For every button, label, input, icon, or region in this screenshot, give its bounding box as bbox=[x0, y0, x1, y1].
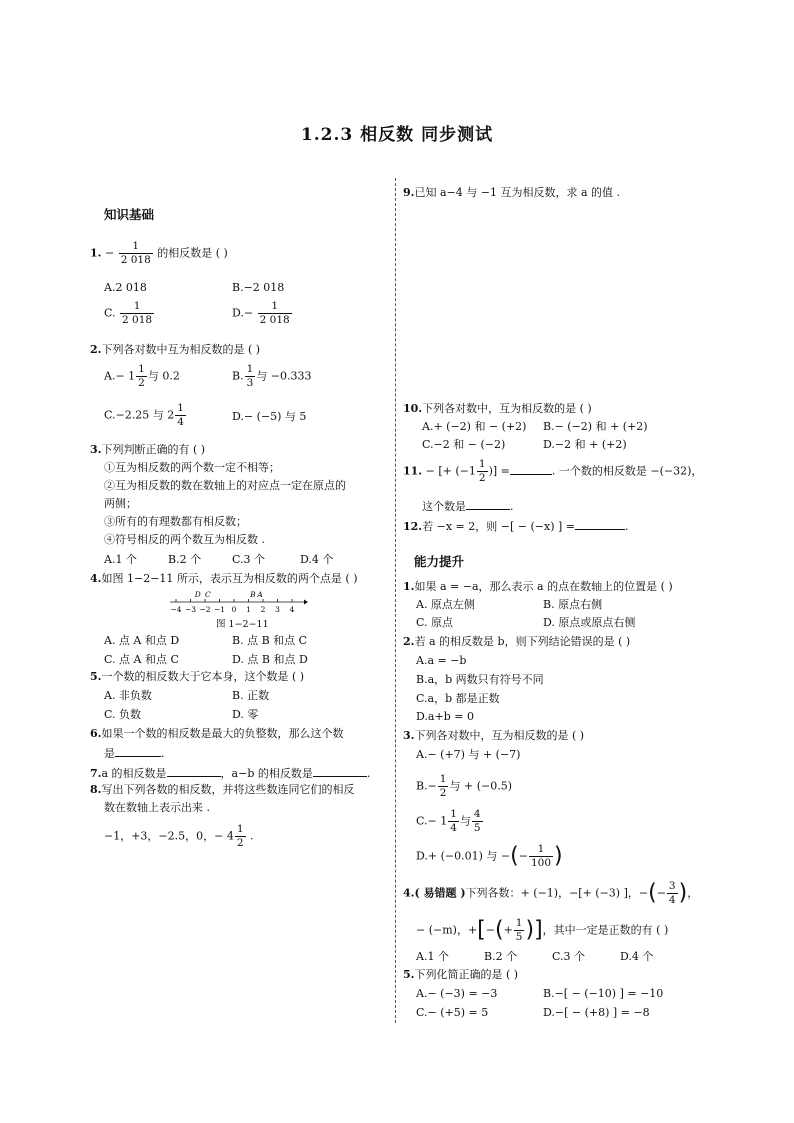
number-line-tick-label: −1 bbox=[213, 605, 226, 614]
q3-statement-2a: ②互为相反数的数在数轴上的对应点一定在原点的 bbox=[104, 479, 346, 492]
q3-statement-3: ③所有的有理数都有相反数； bbox=[104, 515, 247, 528]
p1-option-d[interactable]: D. 原点或原点右侧 bbox=[543, 616, 636, 629]
q2-option-a[interactable]: A.− 1 $\frac{1}{2}$ 与 0.2 bbox=[104, 363, 180, 389]
question-4: 4.如图 1−2−11 所示，表示互为相反数的两个点是 ( ) bbox=[90, 572, 358, 585]
column-divider bbox=[395, 178, 396, 1023]
answer-blank[interactable] bbox=[510, 463, 552, 475]
question-1: 1. − $\frac{1}{2 018}$ 的相反数是 ( ) bbox=[90, 240, 228, 266]
q2-option-c[interactable]: C.−2.25 与 2 $\frac{1}{4}$ bbox=[104, 402, 184, 428]
q3-option-a[interactable]: A.1 个 bbox=[104, 553, 137, 566]
q1-option-d[interactable]: D.− $\frac{1}{2 018}$ bbox=[232, 300, 290, 326]
question-5: 5.一个数的相反数大于它本身，这个数是 ( ) bbox=[90, 670, 305, 683]
p5-option-b[interactable]: B.−[ − (−10) ] = −10 bbox=[543, 987, 664, 1000]
q1-option-b[interactable]: B.−2 018 bbox=[232, 281, 285, 294]
number-line-tick-label: 0 bbox=[231, 605, 237, 614]
number-line-point-label: D bbox=[194, 590, 201, 599]
p3-option-d[interactable]: D.+ (−0.01) 与 −(− $\frac{1}{100}$ ) bbox=[416, 843, 563, 869]
answer-blank[interactable] bbox=[313, 765, 367, 777]
q10-option-a[interactable]: A.+ (−2) 和 − (+2) bbox=[422, 420, 527, 433]
adv-question-4: 4.( 易错题 )下列各数：+ (−1)，−[+ (−3) ]，−(− $\frac{3}{4}$ )， bbox=[403, 880, 699, 906]
question-7: 7.a 的相反数是 ，a−b 的相反数是 . bbox=[90, 767, 371, 780]
q4-option-c[interactable]: C. 点 A 和点 C bbox=[104, 653, 179, 666]
section-heading-advanced: 能力提升 bbox=[414, 554, 465, 569]
q10-option-c[interactable]: C.−2 和 − (−2) bbox=[422, 438, 506, 451]
q3-option-d[interactable]: D.4 个 bbox=[300, 553, 334, 566]
question-2: 2.下列各对数中互为相反数的是 ( ) bbox=[90, 343, 261, 356]
adv-question-4-line-2: − (−m)，+[−(+ $\frac{1}{5}$ )]，其中一定是正数的有 ( ) bbox=[416, 917, 669, 943]
section-heading-basics: 知识基础 bbox=[104, 207, 155, 222]
q2-option-b[interactable]: B. $\frac{1}{3}$ 与 −0.333 bbox=[232, 363, 312, 389]
q5-option-b[interactable]: B. 正数 bbox=[232, 689, 270, 702]
question-6: 6.如果一个数的相反数是最大的负整数，那么这个数 bbox=[90, 727, 344, 740]
q5-option-d[interactable]: D. 零 bbox=[232, 708, 259, 721]
number-line-tick-label: 3 bbox=[275, 605, 280, 614]
adv-question-3: 3.下列各对数中，互为相反数的是 ( ) bbox=[403, 729, 585, 742]
question-10: 10.下列各对数中，互为相反数的是 ( ) bbox=[403, 402, 592, 415]
number-line-arrow bbox=[304, 600, 308, 605]
q1-option-c[interactable]: C. $\frac{1}{2 018}$ bbox=[104, 300, 153, 326]
answer-blank[interactable] bbox=[575, 518, 625, 530]
p1-option-c[interactable]: C. 原点 bbox=[416, 616, 454, 629]
question-6-line-2: 是 . bbox=[104, 747, 165, 760]
adv-question-1: 1.如果 a = −a，那么表示 a 的点在数轴上的位置是 ( ) bbox=[403, 580, 673, 593]
question-3: 3.下列判断正确的有 ( ) bbox=[90, 443, 206, 456]
q5-option-c[interactable]: C. 负数 bbox=[104, 708, 142, 721]
p4-option-b[interactable]: B.2 个 bbox=[484, 950, 518, 963]
number-line-tick-label: −3 bbox=[184, 605, 197, 614]
question-11-line-2: 这个数是 . bbox=[422, 500, 514, 513]
p2-option-c[interactable]: C.a，b 都是正数 bbox=[416, 692, 500, 705]
p5-option-d[interactable]: D.−[ − (+8) ] = −8 bbox=[543, 1006, 650, 1019]
p1-option-a[interactable]: A. 原点左侧 bbox=[416, 598, 475, 611]
answer-blank[interactable] bbox=[115, 745, 161, 757]
p5-option-a[interactable]: A.− (−3) = −3 bbox=[416, 987, 498, 1000]
q3-statement-4: ④符号相反的两个数互为相反数 . bbox=[104, 533, 265, 546]
p3-option-a[interactable]: A.− (+7) 与 + (−7) bbox=[416, 748, 521, 761]
q4-option-a[interactable]: A. 点 A 和点 D bbox=[104, 634, 180, 647]
q3-statement-2b: 两侧； bbox=[104, 497, 137, 510]
number-line-tick-label: −2 bbox=[199, 605, 211, 614]
question-8-line-2: 数在数轴上表示出来 . bbox=[104, 801, 210, 814]
q3-statement-1: ①互为相反数的两个数一定不相等； bbox=[104, 461, 280, 474]
answer-blank[interactable] bbox=[167, 765, 221, 777]
q1-option-a[interactable]: A.2 018 bbox=[104, 281, 147, 294]
q3-option-c[interactable]: C.3 个 bbox=[232, 553, 266, 566]
question-9: 9.已知 a−4 与 −1 互为相反数，求 a 的值 . bbox=[403, 186, 621, 199]
p3-option-b[interactable]: B.− $\frac{1}{2}$ 与 + (−0.5) bbox=[416, 773, 512, 799]
q5-option-a[interactable]: A. 非负数 bbox=[104, 689, 152, 702]
q2-option-d[interactable]: D.− (−5) 与 5 bbox=[232, 410, 307, 423]
number-line-tick-label: 4 bbox=[289, 605, 295, 614]
question-8: 8.写出下列各数的相反数，并将这些数连同它们的相反 bbox=[90, 783, 355, 796]
number-line-point-label: A bbox=[257, 590, 263, 599]
number-line-tick-label: −4 bbox=[170, 605, 182, 614]
question-11: 11. − [+ (−1 $\frac{1}{2}$ )] = . 一个数的相反数是 −(−32)， bbox=[403, 458, 703, 484]
p4-option-c[interactable]: C.3 个 bbox=[552, 950, 586, 963]
p2-option-b[interactable]: B.a，b 两数只有符号不同 bbox=[416, 673, 544, 686]
adv-question-5: 5.下列化简正确的是 ( ) bbox=[403, 968, 519, 981]
number-line-point-label: B bbox=[250, 590, 256, 599]
number-line-tick-label: 1 bbox=[246, 605, 251, 614]
answer-blank[interactable] bbox=[466, 498, 510, 510]
adv-question-2: 2.若 a 的相反数是 b，则下列结论错误的是 ( ) bbox=[403, 635, 631, 648]
figure-caption: 图 1−2−11 bbox=[216, 619, 269, 630]
page-title: 1.2.3 相反数 同步测试 bbox=[300, 125, 494, 145]
p3-option-c[interactable]: C.− 1 $\frac{1}{4}$ 与 $\frac{4}{5}$ bbox=[416, 808, 481, 834]
q3-option-b[interactable]: B.2 个 bbox=[168, 553, 202, 566]
number-line-figure bbox=[168, 590, 308, 616]
p5-option-c[interactable]: C.− (+5) = 5 bbox=[416, 1006, 489, 1019]
q10-option-b[interactable]: B.− (−2) 和 + (+2) bbox=[543, 420, 648, 433]
p2-option-d[interactable]: D.a+b = 0 bbox=[416, 710, 474, 723]
p4-option-a[interactable]: A.1 个 bbox=[416, 950, 449, 963]
number-line-tick-label: 2 bbox=[260, 605, 266, 614]
q4-option-b[interactable]: B. 点 B 和点 C bbox=[232, 634, 308, 647]
p4-option-d[interactable]: D.4 个 bbox=[620, 950, 654, 963]
q10-option-d[interactable]: D.−2 和 + (+2) bbox=[543, 438, 627, 451]
question-8-numbers: −1，+3，−2.5，0，− 4 $\frac{1}{2}$ . bbox=[104, 823, 254, 849]
number-line-point-label: C bbox=[205, 590, 211, 599]
question-12: 12.若 −x = 2，则 −[ − (−x) ] = . bbox=[403, 520, 629, 533]
p1-option-b[interactable]: B. 原点右侧 bbox=[543, 598, 603, 611]
p2-option-a[interactable]: A.a = −b bbox=[416, 654, 467, 667]
q4-option-d[interactable]: D. 点 B 和点 D bbox=[232, 653, 308, 666]
